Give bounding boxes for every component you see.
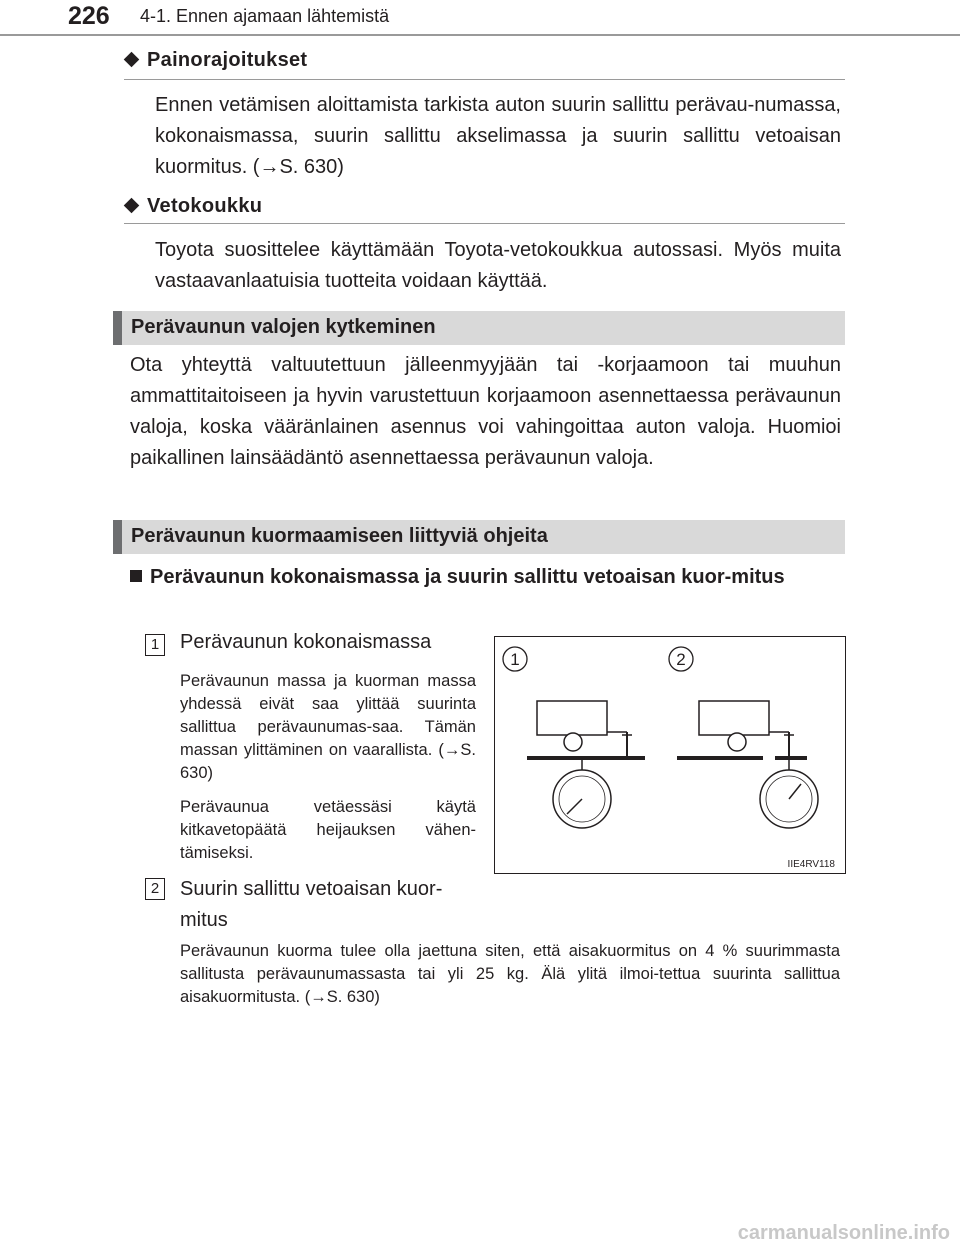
callout-label-2: 2 [676, 650, 686, 669]
trailer-body-left [537, 701, 607, 735]
loading-subheading: Perävaunun kokonaismassa ja suurin sallittu vetoaisan kuor-mitus [130, 563, 841, 592]
heading-accent [113, 520, 122, 554]
chapter-title: 4-1. Ennen ajamaan lähtemistä [140, 6, 390, 26]
diamond-icon [124, 198, 140, 214]
item1-text1: Perävaunun massa ja kuorman massa yhdessä eivät saa ylittää suurinta sallittua perävaunumas-saa. Tämän massan ylittäminen on vaarallista. (→S. 630) [180, 672, 476, 782]
hitch-heading: Vetokoukku [123, 195, 262, 218]
item2-number: 2 [145, 878, 165, 900]
callout-label-1: 1 [510, 650, 520, 669]
trailer-load-figure [494, 636, 846, 874]
heading-accent [113, 311, 122, 345]
loading-heading: Perävaunun kuormaamiseen liittyviä ohjeita [131, 525, 548, 547]
weight-rule [124, 79, 845, 80]
lights-heading: Perävaunun valojen kytkeminen [131, 316, 436, 338]
item1-text2: Perävaunua vetäessäsi käytä kitkavetopäätä heijauksen vähen-tämiseksi. [180, 798, 476, 862]
page-number: 226 [68, 2, 110, 30]
figure-code: IIE4RV118 [787, 859, 835, 870]
lights-text: Ota yhteyttä valtuutettuun jälleenmyyjään tai -korjaamoon tai muuhun ammattitaitoiseen ja hyvin varustettuun korjaamoon asennettaessa perävaunun valoja, koska vääränlainen asennus voi vahingoittaa auton valoja. Huomioi paikallinen lainsäädäntö asennettaessa perävaunun valoja. [130, 354, 841, 469]
item1-label: Perävaunun kokonaismassa [180, 631, 432, 653]
diamond-icon [124, 52, 140, 68]
wheel-left [564, 733, 582, 751]
wheel-right [728, 733, 746, 751]
hitch-text: Toyota suosittelee käyttämään Toyota-vetokoukkua autossasi. Myös muita vastaavanlaatuisia tuotteita voidaan käyttää. [155, 239, 841, 292]
hitch-rule [124, 223, 845, 224]
item2-label: Suurin sallittu vetoaisan kuor-mitus [180, 878, 443, 931]
weight-text: Ennen vetämisen aloittamista tarkista auton suurin sallittu perävau-numassa, kokonaismassa, suurin sallittu akselimassa ja suurin sallittu vetoaisan kuormitus. (→S. 630) [155, 94, 841, 178]
trailer-body-right [699, 701, 769, 735]
watermark: carmanualsonline.info [737, 1222, 950, 1244]
loading-heading-bar [113, 520, 845, 554]
weight-heading: Painorajoitukset [123, 49, 307, 72]
item1-number: 1 [145, 634, 165, 656]
square-bullet-icon [130, 570, 142, 582]
trailer-scale-diagram [495, 637, 845, 873]
lights-heading-bar [113, 311, 845, 345]
item2-text: Perävaunun kuorma tulee olla jaettuna siten, että aisakuormitus on 4 % suurimmasta sallitusta perävaunumassasta tai yli 25 kg. Älä ylitä ilmoi-tettua suurinta sallittua aisakuormitusta. (→S. 630) [180, 942, 840, 1006]
header-rule [0, 34, 960, 36]
